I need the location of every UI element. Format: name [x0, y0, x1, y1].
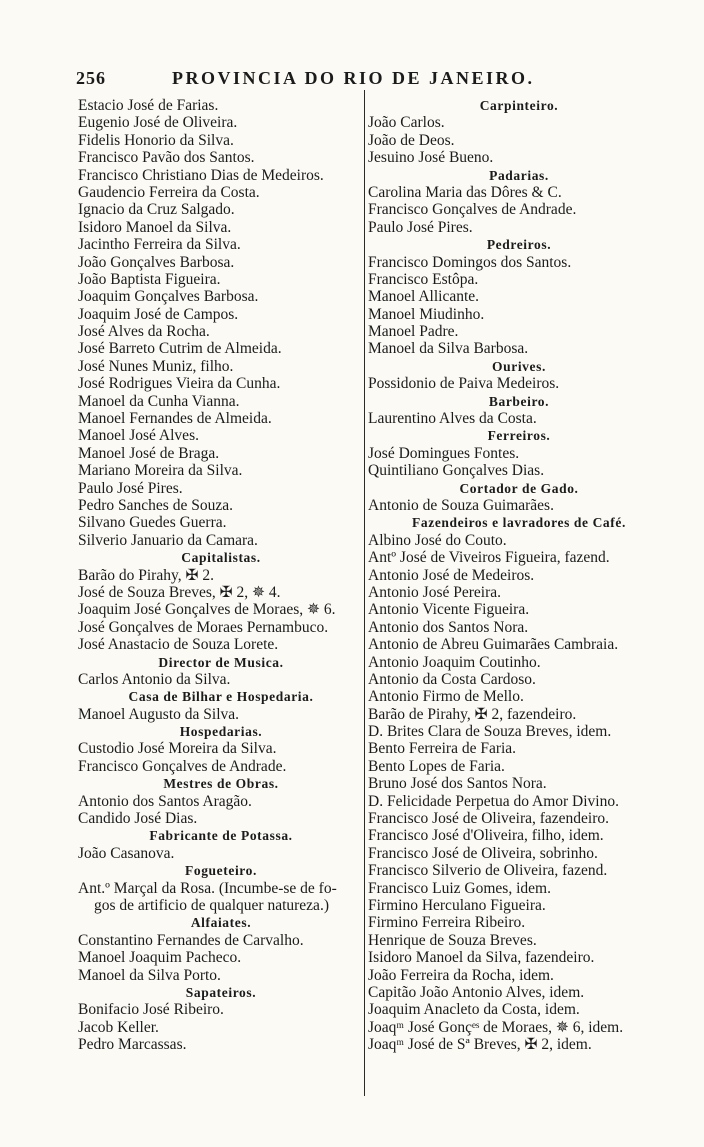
- entry-continuation: gos de artificio de qualquer natureza.): [94, 896, 329, 914]
- directory-entry: Bento Lopes de Faria.: [368, 757, 505, 775]
- directory-entry: José Barreto Cutrim de Almeida.: [78, 340, 282, 358]
- directory-entry: José Anastacio de Souza Lorete.: [78, 636, 279, 654]
- directory-entry: Possidonio de Paiva Medeiros.: [368, 375, 560, 393]
- directory-entry: D. Brites Clara de Souza Breves, idem.: [368, 723, 612, 741]
- directory-entry: José Nunes Muniz, filho.: [78, 357, 234, 375]
- directory-entry: Francisco José d'Oliveira, filho, idem.: [368, 827, 604, 845]
- directory-entry: Antonio de Souza Guimarães.: [368, 496, 554, 514]
- directory-entry: João Gonçalves Barbosa.: [78, 253, 235, 271]
- directory-entry: Capitão João Antonio Alves, idem.: [368, 983, 585, 1001]
- column-divider: [364, 90, 365, 1096]
- directory-entry: Francisco Christiano Dias de Medeiros.: [78, 166, 324, 184]
- directory-entry: Francisco Silverio de Oliveira, fazend.: [368, 862, 608, 880]
- directory-entry: Pedro Marcassas.: [78, 1036, 187, 1054]
- directory-entry: Jesuino José Bueno.: [368, 149, 494, 167]
- directory-entry: Francisco Estôpa.: [368, 270, 479, 288]
- page-number: 256: [76, 68, 106, 88]
- directory-entry: Francisco Gonçalves de Andrade.: [78, 757, 287, 775]
- directory-entry: Constantino Fernandes de Carvalho.: [78, 931, 304, 949]
- page-header: [76, 68, 556, 94]
- directory-entry: Laurentino Alves da Costa.: [368, 410, 537, 428]
- directory-entry: Barão de Pirahy, ✠ 2, fazendeiro.: [368, 705, 577, 723]
- directory-entry: Manoel Augusto da Silva.: [78, 705, 240, 723]
- directory-entry: Manoel Allicante.: [368, 288, 480, 306]
- directory-entry: Firmino Herculano Figueira.: [368, 896, 546, 914]
- directory-entry: Ant.º Marçal da Rosa. (Incumbe-se de fo-: [78, 879, 337, 897]
- section-heading: Fogueteiro.: [185, 863, 257, 879]
- directory-entry: Antonio dos Santos Aragão.: [78, 792, 252, 810]
- directory-entry: Francisco José de Oliveira, sobrinho.: [368, 844, 598, 862]
- right-column: [368, 97, 670, 1053]
- directory-entry: Quintiliano Gonçalves Dias.: [368, 462, 545, 480]
- directory-entry: Silvano Guedes Guerra.: [78, 514, 227, 532]
- directory-entry: Antonio Vicente Figueira.: [368, 601, 530, 619]
- directory-entry: Joaquim José Gonçalves de Moraes, ✵ 6.: [78, 601, 336, 619]
- directory-entry: Fidelis Honorio da Silva.: [78, 131, 234, 149]
- directory-entry: Pedro Sanches de Souza.: [78, 496, 233, 514]
- directory-entry: Jacintho Ferreira da Silva.: [78, 236, 241, 254]
- left-column: [78, 97, 364, 1053]
- directory-entry: Joaqᵐ José Gonçᵉˢ de Moraes, ✵ 6, idem.: [368, 1018, 624, 1036]
- directory-entry: Francisco José de Oliveira, fazendeiro.: [368, 810, 610, 828]
- directory-entry: Manoel da Silva Barbosa.: [368, 340, 529, 358]
- section-heading: Capitalistas.: [181, 550, 261, 566]
- directory-entry: Manoel da Silva Porto.: [78, 966, 221, 984]
- section-heading: Casa de Bilhar e Hospedaria.: [128, 689, 314, 705]
- directory-entry: Bento Ferreira de Faria.: [368, 740, 517, 758]
- directory-entry: Paulo José Pires.: [78, 479, 183, 497]
- section-heading: Padarias.: [489, 167, 549, 183]
- directory-entry: Paulo José Pires.: [368, 218, 473, 236]
- section-heading: Fazendeiros e lavradores de Café.: [412, 515, 626, 531]
- section-heading: Barbeiro.: [488, 393, 550, 409]
- directory-entry: Antonio de Abreu Guimarães Cambraia.: [368, 636, 619, 654]
- directory-entry: Manoel Joaquim Pacheco.: [78, 949, 242, 967]
- directory-entry: Francisco Gonçalves de Andrade.: [368, 201, 577, 219]
- directory-entry: Jacob Keller.: [78, 1018, 159, 1036]
- directory-entry: Albino José do Couto.: [368, 531, 507, 549]
- section-heading: Alfaiates.: [190, 915, 252, 931]
- directory-entry: José Rodrigues Vieira da Cunha.: [78, 375, 281, 393]
- directory-entry: Antonio da Costa Cardoso.: [368, 670, 536, 688]
- directory-entry: Joaquim Anacleto da Costa, idem.: [368, 1001, 580, 1019]
- directory-entry: Isidoro Manoel da Silva, fazendeiro.: [368, 949, 595, 967]
- directory-entry: Antonio Firmo de Mello.: [368, 688, 524, 706]
- directory-entry: Manoel Miudinho.: [368, 305, 485, 323]
- directory-entry: Manoel Padre.: [368, 323, 459, 341]
- directory-entry: Antonio Joaquim Coutinho.: [368, 653, 541, 671]
- directory-entry: João Baptista Figueira.: [78, 270, 221, 288]
- directory-entry: Ignacio da Cruz Salgado.: [78, 201, 235, 219]
- directory-entry: Francisco Pavão dos Santos.: [78, 149, 255, 167]
- directory-entry: João Carlos.: [368, 114, 445, 132]
- directory-entry: Eugenio José de Oliveira.: [78, 114, 238, 132]
- directory-entry: D. Felicidade Perpetua do Amor Divino.: [368, 792, 619, 810]
- directory-entry: Mariano Moreira da Silva.: [78, 462, 243, 480]
- directory-entry: Antonio dos Santos Nora.: [368, 618, 529, 636]
- section-heading: Sapateiros.: [185, 984, 257, 1000]
- directory-entry: Antº José de Viveiros Figueira, fazend.: [368, 549, 610, 567]
- section-heading: Cortador de Gado.: [459, 480, 579, 496]
- directory-entry: João Ferreira da Rocha, idem.: [368, 966, 554, 984]
- directory-entry: Isidoro Manoel da Silva.: [78, 218, 232, 236]
- running-title: PROVINCIA DO RIO DE JANEIRO.: [172, 68, 535, 88]
- directory-entry: Antonio José de Medeiros.: [368, 566, 535, 584]
- section-heading: Mestres de Obras.: [163, 776, 279, 792]
- directory-entry: Joaquim Gonçalves Barbosa.: [78, 288, 259, 306]
- directory-entry: Joaqᵐ José de Sª Breves, ✠ 2, idem.: [368, 1036, 592, 1054]
- directory-entry: Francisco Domingos dos Santos.: [368, 253, 572, 271]
- directory-entry: Antonio José Pereira.: [368, 583, 502, 601]
- section-heading: Pedreiros.: [486, 237, 552, 253]
- section-heading: Carpinteiro.: [479, 98, 559, 113]
- directory-entry: Custodio José Moreira da Silva.: [78, 740, 277, 758]
- directory-entry: José Alves da Rocha.: [78, 323, 210, 341]
- section-heading: Ferreiros.: [487, 428, 551, 444]
- directory-entry: Henrique de Souza Breves.: [368, 931, 537, 949]
- directory-entry: José Gonçalves de Moraes Pernambuco.: [78, 618, 329, 636]
- directory-entry: Francisco Luiz Gomes, idem.: [368, 879, 551, 897]
- directory-entry: Candido José Dias.: [78, 810, 198, 828]
- directory-entry: Barão do Pirahy, ✠ 2.: [78, 566, 214, 584]
- section-heading: Director de Musica.: [158, 654, 284, 670]
- directory-entry: Bonifacio José Ribeiro.: [78, 1001, 224, 1019]
- directory-entry: Carlos Antonio da Silva.: [78, 670, 231, 688]
- section-heading: Hospedarias.: [179, 724, 263, 740]
- directory-entry: Manoel José Alves.: [78, 427, 199, 445]
- directory-entry: Carolina Maria das Dôres & C.: [368, 183, 562, 201]
- directory-entry: João de Deos.: [368, 131, 455, 149]
- directory-entry: João Casanova.: [78, 844, 175, 862]
- section-heading: Fabricante de Potassa.: [149, 828, 293, 844]
- section-heading: Ourives.: [492, 358, 546, 374]
- directory-entry: Gaudencio Ferreira da Costa.: [78, 183, 260, 201]
- directory-entry: Manoel José de Braga.: [78, 444, 220, 462]
- directory-entry: Estacio José de Farias.: [78, 97, 219, 114]
- directory-entry: Bruno José dos Santos Nora.: [368, 775, 547, 793]
- directory-entry: Joaquim José de Campos.: [78, 305, 239, 323]
- directory-entry: José de Souza Breves, ✠ 2, ✵ 4.: [78, 583, 281, 601]
- directory-entry: Manoel Fernandes de Almeida.: [78, 410, 272, 428]
- directory-entry: Silverio Januario da Camara.: [78, 531, 258, 549]
- directory-entry: Manoel da Cunha Vianna.: [78, 392, 240, 410]
- directory-entry: José Domingues Fontes.: [368, 444, 520, 462]
- directory-entry: Firmino Ferreira Ribeiro.: [368, 914, 526, 932]
